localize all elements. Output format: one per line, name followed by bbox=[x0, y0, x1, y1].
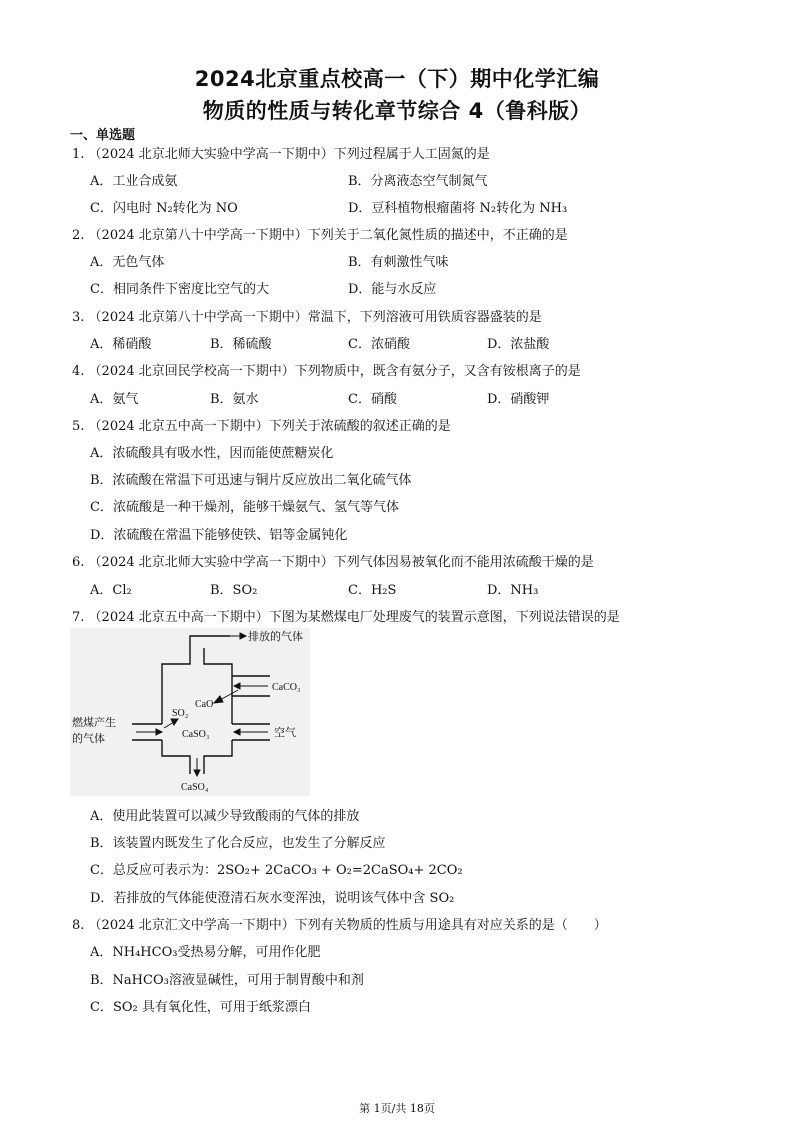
label-exhaust: 排放的气体 bbox=[248, 631, 303, 643]
label-air: 空气 bbox=[274, 727, 296, 739]
page-footer: 第 1页/共 18页 bbox=[359, 1102, 435, 1115]
q7-option-a: A．使用此装置可以减少导致酸雨的气体的排放 bbox=[90, 809, 360, 824]
question-2: 2. （2024 北京第八十中学高一下期中）下列关于二氧化氮性质的描述中，不正确的是 bbox=[72, 228, 568, 243]
q4-option-a: A．氨气 bbox=[90, 392, 139, 407]
q6-option-b: B．SO₂ bbox=[210, 583, 258, 598]
q3-option-c: C．浓硝酸 bbox=[348, 337, 410, 352]
q2-option-a: A．无色气体 bbox=[90, 255, 165, 270]
label-coal-gas-line1: 燃煤产生 bbox=[72, 717, 116, 729]
label-cao: CaO bbox=[195, 699, 214, 710]
q3-option-a: A．稀硝酸 bbox=[90, 337, 152, 352]
q7-option-b: B．该装置内既发生了化合反应，也发生了分解反应 bbox=[90, 836, 386, 851]
question-8: 8. （2024 北京汇文中学高一下期中）下列有关物质的性质与用途具有对应关系的是（ ） bbox=[72, 918, 607, 933]
question-3: 3. （2024 北京第八十中学高一下期中）常温下，下列溶液可用铁质容器盛装的是 bbox=[72, 310, 542, 325]
document-title-line-2: 物质的性质与转化章节综合 4（鲁科版） bbox=[202, 99, 592, 123]
q2-option-d: D．能与水反应 bbox=[348, 282, 437, 297]
q1-option-a: A．工业合成氨 bbox=[90, 174, 178, 189]
question-5: 5. （2024 北京五中高一下期中）下列关于浓硫酸的叙述正确的是 bbox=[72, 419, 451, 434]
section-heading: 一、单选题 bbox=[70, 128, 136, 143]
q6-option-c: C．H₂S bbox=[348, 583, 397, 598]
q1-option-c: C．闪电时 N₂转化为 NO bbox=[90, 201, 238, 216]
label-so2: SO₂ bbox=[172, 708, 189, 719]
question-7: 7. （2024 北京五中高一下期中）下图为某燃煤电厂处理废气的装置示意图，下列说法错误的是 bbox=[72, 610, 620, 625]
q4-option-b: B．氨水 bbox=[210, 392, 259, 407]
q8-option-b: B．NaHCO₃溶液显碱性，可用于制胃酸中和剂 bbox=[90, 973, 364, 988]
q6-option-d: D．NH₃ bbox=[487, 583, 539, 598]
label-caso4: CaSO₄ bbox=[181, 782, 209, 793]
label-caso3: CaSO₃ bbox=[182, 729, 210, 740]
q5-option-c: C．浓硫酸是一种干燥剂，能够干燥氨气、氢气等气体 bbox=[90, 500, 399, 515]
q7-option-d: D．若排放的气体能使澄清石灰水变浑浊，说明该气体中含 SO₂ bbox=[90, 891, 455, 906]
question-6: 6. （2024 北京北师大实验中学高一下期中）下列气体因易被氧化而不能用浓硫酸干燥的是 bbox=[72, 555, 594, 570]
label-coal-gas-line2: 的气体 bbox=[72, 733, 105, 745]
q3-option-b: B．稀硫酸 bbox=[210, 337, 272, 352]
q8-option-a: A．NH₄HCO₃受热易分解，可用作化肥 bbox=[90, 945, 321, 960]
flue-gas-desulfurization-diagram bbox=[70, 628, 310, 796]
question-1: 1. （2024 北京北师大实验中学高一下期中）下列过程属于人工固氮的是 bbox=[72, 147, 490, 162]
q2-option-b: B．有刺激性气味 bbox=[348, 255, 449, 270]
q1-option-b: B．分离液态空气制氮气 bbox=[348, 174, 488, 189]
q2-option-c: C．相同条件下密度比空气的大 bbox=[90, 282, 269, 297]
q7-option-c: C．总反应可表示为：2SO₂+ 2CaCO₃ + O₂=2CaSO₄+ 2CO₂ bbox=[90, 863, 463, 878]
q3-option-d: D．浓盐酸 bbox=[487, 337, 550, 352]
q4-option-c: C．硝酸 bbox=[348, 392, 397, 407]
q5-option-a: A．浓硫酸具有吸水性，因而能使蔗糖炭化 bbox=[90, 446, 334, 461]
q6-option-a: A．Cl₂ bbox=[90, 583, 132, 598]
q5-option-d: D．浓硫酸在常温下能够使铁、铝等金属钝化 bbox=[90, 528, 348, 543]
q5-option-b: B．浓硫酸在常温下可迅速与铜片反应放出二氧化硫气体 bbox=[90, 473, 412, 488]
label-caco3: CaCO₃ bbox=[272, 682, 301, 693]
q8-option-c: C．SO₂ 具有氧化性，可用于纸浆漂白 bbox=[90, 1000, 311, 1015]
q1-option-d: D．豆科植物根瘤菌将 N₂转化为 NH₃ bbox=[348, 201, 568, 216]
document-title-line-1: 2024北京重点校高一（下）期中化学汇编 bbox=[194, 67, 600, 91]
question-4: 4. （2024 北京回民学校高一下期中）下列物质中，既含有氨分子，又含有铵根离子的是 bbox=[72, 364, 581, 379]
q4-option-d: D．硝酸钾 bbox=[487, 392, 550, 407]
